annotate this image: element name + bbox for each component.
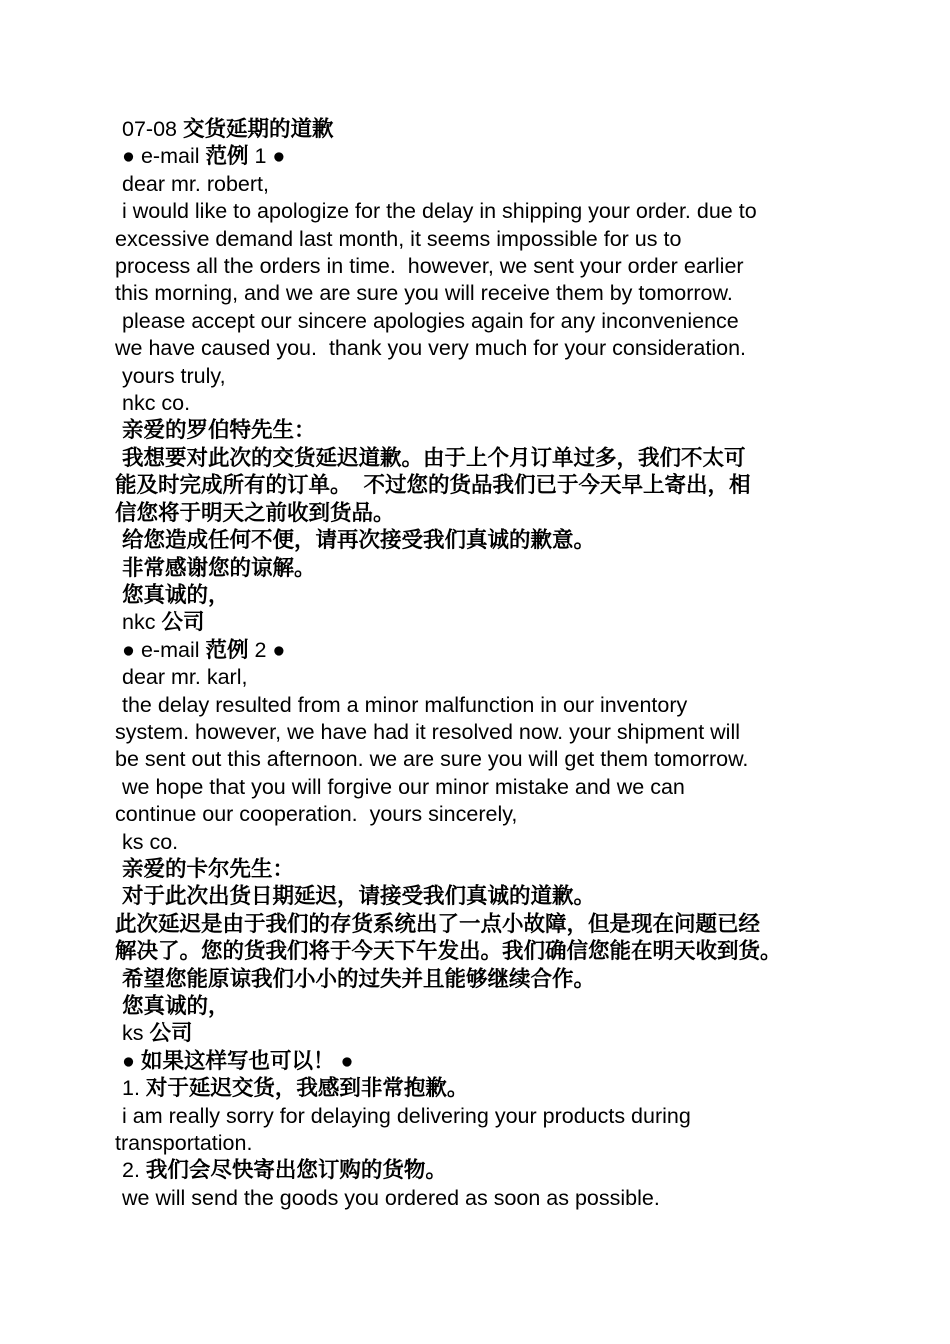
signature-company-en: ks [122, 1021, 150, 1046]
email-2-zh-signature [115, 1020, 855, 1047]
item-chinese: 对于延迟交货，我感到非常抱歉。 [145, 1076, 469, 1101]
heading-suffix: ● [334, 1048, 354, 1073]
email-1-zh-apology: 给您造成任何不便，请再次接受我们真诚的歉意。 [122, 528, 596, 553]
alternatives-heading [115, 1048, 855, 1075]
heading-suffix: 1 ● [248, 144, 286, 169]
email-2-zh-closing: 您真诚的， [122, 994, 230, 1018]
email-2-signature: ks co. [122, 829, 179, 854]
title-number: 07-08 [122, 117, 183, 141]
email-2-paragraph-1-line: be sent out this afternoon. we are sure you will get them tomorrow. [115, 747, 749, 772]
email-1-zh-paragraph-line: 能及时完成所有的订单。 不过您的货品我们已于今天早上寄出，相 [115, 473, 751, 498]
email-1-paragraph-1-line: this morning, and we are sure you will receive them by tomorrow. [115, 281, 733, 306]
email-2-zh-apology: 对于此次出货日期延迟，请接受我们真诚的道歉。 [122, 884, 596, 909]
email-1-paragraph-2-line: please accept our sincere apologies again for any inconvenience [122, 308, 739, 333]
example-2-heading [115, 637, 855, 664]
heading-prefix: ● e-mail [122, 637, 206, 662]
email-1-paragraph-1-line: excessive demand last month, it seems impossible for us to [115, 226, 682, 251]
heading-chinese: 范例 [205, 637, 249, 662]
heading-prefix: ● e-mail [122, 144, 206, 169]
alternative-1-zh [115, 1075, 855, 1102]
alternative-1-en-line: i am really sorry for delaying delivering your products during [122, 1103, 691, 1128]
email-1-paragraph-1-line: i would like to apologize for the delay in shipping your order. due to [122, 199, 757, 224]
example-1-heading [115, 143, 855, 170]
email-1-zh-greeting: 亲爱的罗伯特先生： [122, 418, 316, 443]
email-2-paragraph-1-line: system. however, we have had it resolved now. your shipment will [115, 719, 740, 744]
signature-company-en: nkc [122, 610, 162, 635]
title-chinese: 交货延期的道歉 [182, 117, 334, 141]
email-1-signature: nkc co. [122, 391, 191, 416]
email-1-paragraph-2-line: we have caused you. thank you very much for your consideration. [115, 336, 747, 361]
heading-chinese: 如果这样写也可以！ [140, 1048, 335, 1073]
heading-chinese: 范例 [205, 144, 249, 169]
email-2-zh-paragraph-line: 解决了。您的货我们将于今天下午发出。我们确信您能在明天收到货。 [115, 939, 782, 964]
email-1-zh-paragraph-line: 信您将于明天之前收到货品。 [115, 500, 395, 525]
email-2-paragraph-1-line: the delay resulted from a minor malfunction in our inventory [122, 692, 688, 717]
heading-suffix: 2 ● [248, 637, 286, 662]
email-2-zh-greeting: 亲爱的卡尔先生： [122, 856, 295, 881]
item-number: 1. [122, 1076, 146, 1101]
email-2-greeting: dear mr. karl, [122, 665, 248, 690]
signature-company-zh: 公司 [161, 610, 205, 635]
signature-company-zh: 公司 [149, 1021, 193, 1046]
alternative-1-en-line: transportation. [115, 1131, 253, 1156]
item-chinese: 我们会尽快寄出您订购的货物。 [145, 1158, 447, 1183]
email-1-zh-paragraph-line: 我想要对此次的交货延迟道歉。由于上个月订单过多，我们不太可 [122, 445, 746, 470]
alternative-2-en: we will send the goods you ordered as soon as possible. [122, 1185, 660, 1210]
email-1-greeting: dear mr. robert, [122, 171, 269, 196]
email-1-zh-signature [115, 609, 855, 636]
email-2-zh-hope: 希望您能原谅我们小小的过失并且能够继续合作。 [122, 966, 596, 991]
email-1-zh-thanks: 非常感谢您的谅解。 [122, 555, 316, 580]
document-title [115, 116, 855, 143]
email-2-zh-paragraph-line: 此次延迟是由于我们的存货系统出了一点小故障，但是现在问题已经 [115, 911, 761, 936]
email-1-closing: yours truly, [122, 363, 226, 388]
email-2-paragraph-2-line: continue our cooperation. yours sincerely, [115, 802, 518, 827]
heading-prefix: ● [122, 1048, 141, 1073]
email-2-paragraph-2-line: we hope that you will forgive our minor mistake and we can [122, 774, 685, 799]
email-1-zh-closing: 您真诚的， [122, 582, 230, 607]
document-page [115, 116, 855, 1212]
alternative-2-zh [115, 1157, 855, 1184]
email-1-paragraph-1-line: process all the orders in time. however, we sent your order earlier [115, 254, 744, 279]
item-number: 2. [122, 1158, 146, 1183]
